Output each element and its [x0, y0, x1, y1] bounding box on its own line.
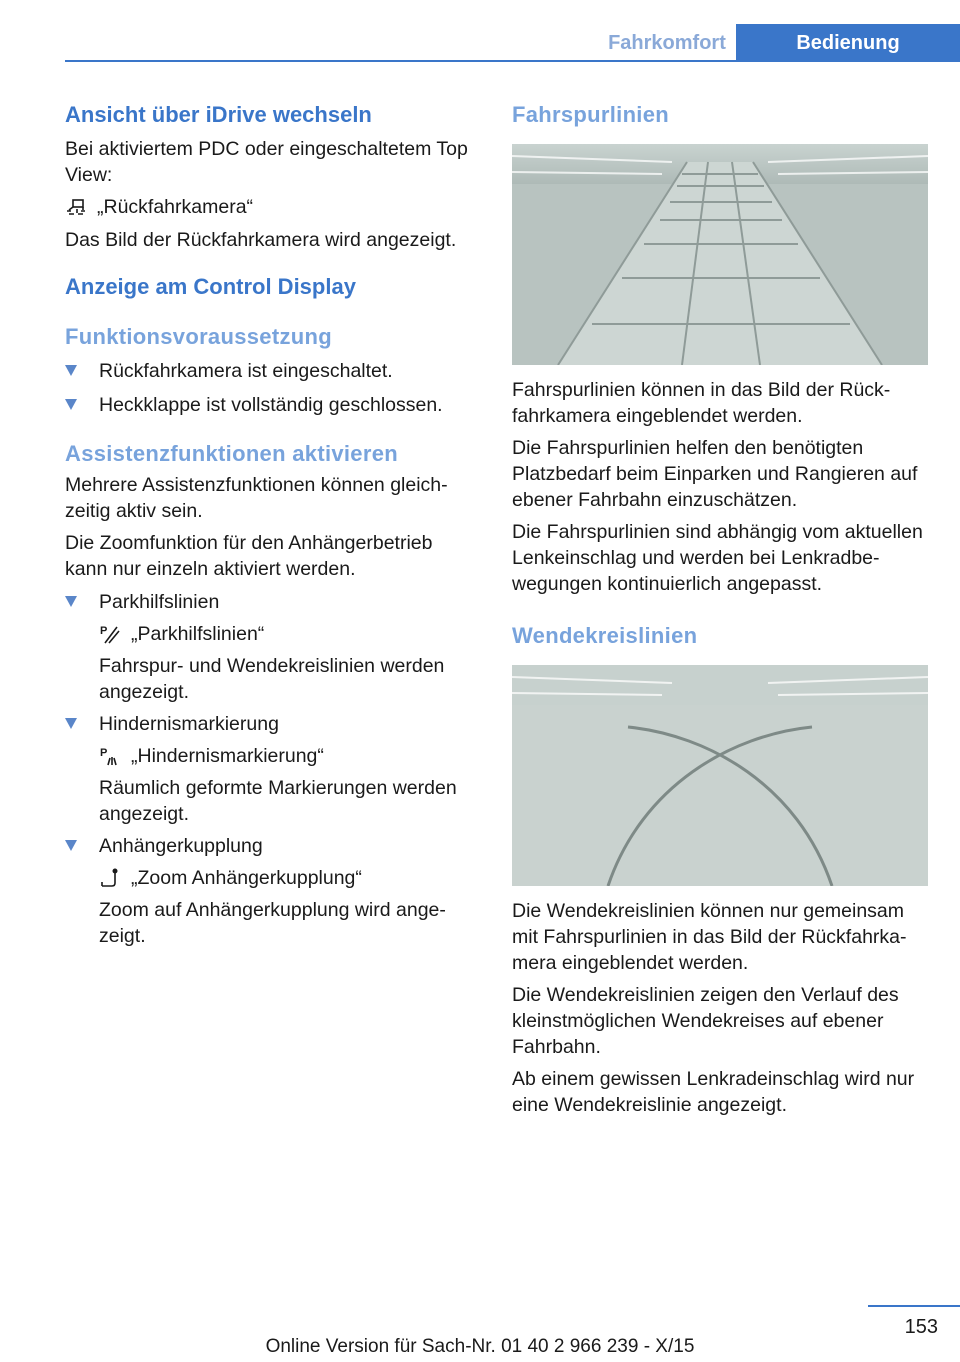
heading-turning-circle: Wendekreislinien: [512, 623, 698, 648]
header-tab-section: Bedienung: [736, 24, 960, 62]
assist-list: [65, 589, 470, 949]
paragraph-turning-2: Die Wendekreislinien zeigen den Verlauf des kleinstmöglichen Wendekreises auf ebener Fahrbahn.: [512, 984, 899, 1058]
paragraph-view-condition: Bei aktiviertem PDC oder eingeschaltetem Top View:: [65, 138, 468, 186]
paragraph-assist-1: Mehrere Assistenzfunktionen können gleichzeitig aktiv sein.: [65, 474, 448, 522]
assist-item-title: Parkhilfslinien: [99, 591, 220, 613]
bullet-triangle-icon: [65, 365, 77, 376]
turning-circle-photo: [512, 665, 928, 886]
assist-item-title: Anhängerkupplung: [99, 835, 263, 857]
right-column: [512, 100, 932, 1118]
menu-camera-label: „Rückfahrkamera“: [97, 196, 254, 218]
heading-view-switch: Ansicht über iDrive wechseln: [65, 102, 372, 127]
heading-control-display: Anzeige am Control Display: [65, 274, 356, 299]
heading-assist-functions: Assistenzfunktionen aktivieren: [65, 441, 398, 466]
page-number-rule: [868, 1305, 960, 1307]
bullet-triangle-icon: [65, 596, 77, 607]
bullet-triangle-icon: [65, 399, 77, 410]
list-item: Rückfahrkamera ist eingeschaltet.: [65, 358, 470, 384]
header-rule: [65, 60, 960, 62]
heading-requirements: Funktionsvoraussetzung: [65, 324, 332, 349]
obstacle-marking-icon: [99, 745, 121, 767]
assist-item-desc: Räumlich geformte Markierungen werden angezeigt.: [99, 777, 457, 825]
footer-version-text: Online Version für Sach-Nr. 01 40 2 966 239 - X/15: [265, 1336, 695, 1357]
bullet-triangle-icon: [65, 840, 77, 851]
parking-lines-icon: [99, 623, 121, 645]
assist-item-title: Hindernismarkierung: [99, 713, 279, 735]
lane-lines-photo: [512, 144, 928, 365]
assist-item-menu: „Zoom Anhängerkupplung“: [131, 867, 362, 889]
header-tab-chapter: Fahrkomfort: [608, 32, 726, 54]
rear-camera-icon: [65, 197, 87, 219]
paragraph-turning-1: Die Wendekreislinien können nur gemeinsam mit Fahrspurlinien in das Bild der Rückfahrkamera eingeblendet werden.: [512, 900, 907, 974]
left-column: [65, 100, 470, 949]
list-item-obstacle-marking: [65, 711, 470, 827]
trailer-hitch-icon: [99, 867, 121, 889]
paragraph-lanes-3: Die Fahrspurlinien sind abhängig vom aktuellen Lenkeinschlag und werden bei Lenkradbewegungen kontinuierlich angepasst.: [512, 521, 923, 595]
assist-item-desc: Zoom auf Anhängerkupplung wird angezeigt.: [99, 899, 446, 947]
list-item: Heckklappe ist vollständig geschlossen.: [65, 392, 470, 418]
page-number: 153: [904, 1316, 938, 1338]
list-item-parking-lines: [65, 589, 470, 705]
assist-item-menu: „Hindernismarkierung“: [131, 745, 324, 767]
assist-item-desc: Fahrspur- und Wendekreislinien werden angezeigt.: [99, 655, 445, 703]
svg-text:P: P: [100, 747, 108, 759]
paragraph-lanes-1: Fahrspurlinien können in das Bild der Rückfahrkamera eingeblendet werden.: [512, 379, 891, 427]
paragraph-assist-2: Die Zoomfunktion für den Anhängerbetrieb kann nur einzeln aktiviert werden.: [65, 532, 433, 580]
menu-camera-line: [65, 196, 470, 219]
requirements-list: [65, 358, 470, 418]
paragraph-camera-shown: Das Bild der Rückfahrkamera wird angezeigt.: [65, 229, 457, 251]
svg-text:P: P: [100, 625, 108, 637]
assist-item-menu: „Parkhilfslinien“: [131, 623, 265, 645]
paragraph-lanes-2: Die Fahrspurlinien helfen den benötigten Platzbedarf beim Einparken und Rangieren auf ebener Fahrbahn einzuschätzen.: [512, 437, 918, 511]
paragraph-turning-3: Ab einem gewissen Lenkradeinschlag wird nur eine Wendekreislinie angezeigt.: [512, 1068, 915, 1116]
heading-lane-lines: Fahrspurlinien: [512, 102, 669, 127]
list-item-trailer-hitch: [65, 833, 470, 949]
bullet-triangle-icon: [65, 718, 77, 729]
